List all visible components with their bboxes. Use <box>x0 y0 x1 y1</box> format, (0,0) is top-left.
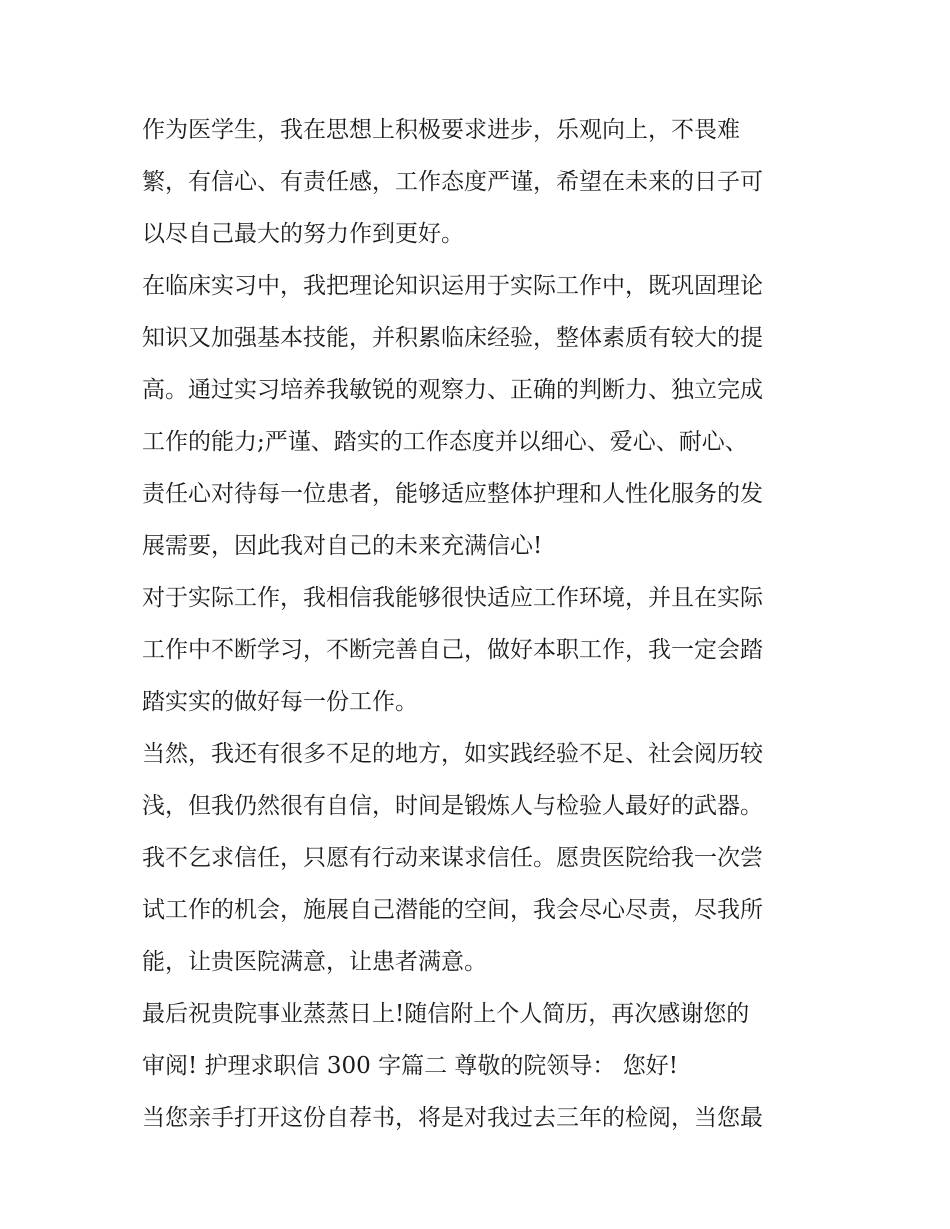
paragraph <box>142 104 822 260</box>
text-line: 审阅! 护理求职信 300 字篇二 尊敬的院领导： 您好! <box>142 1053 678 1079</box>
text-line: 展需要，因此我对自己的未来充满信心! <box>142 533 543 559</box>
text-line: 能，让贵医院满意，让患者满意。 <box>142 949 487 975</box>
text-line: 当您亲手打开这份自荐书，将是对我过去三年的检阅，当您最 <box>142 1105 763 1131</box>
text-line: 知识又加强基本技能，并积累临床经验，整体素质有较大的提 <box>142 325 763 351</box>
text-line: 以尽自己最大的努力作到更好。 <box>142 221 464 247</box>
paragraph <box>142 988 822 1092</box>
paragraph <box>142 728 822 988</box>
text-line: 最后祝贵院事业蒸蒸日上!随信附上个人简历，再次感谢您的 <box>142 1001 750 1027</box>
text-line: 工作的能力;严谨、踏实的工作态度并以细心、爱心、耐心、 <box>142 429 748 455</box>
text-line: 对于实际工作，我相信我能够很快适应工作环境，并且在实际 <box>142 585 763 611</box>
text-line: 当然，我还有很多不足的地方，如实践经验不足、社会阅历较 <box>142 741 763 767</box>
paragraph <box>142 260 822 572</box>
document-body <box>142 104 822 1144</box>
text-line: 繁，有信心、有责任感，工作态度严谨，希望在未来的日子可 <box>142 169 763 195</box>
text-line: 试工作的机会，施展自己潜能的空间，我会尽心尽责，尽我所 <box>142 897 763 923</box>
text-line: 责任心对待每一位患者，能够适应整体护理和人性化服务的发 <box>142 481 763 507</box>
text-line: 工作中不断学习，不断完善自己，做好本职工作，我一定会踏 <box>142 637 763 663</box>
text-line: 浅，但我仍然很有自信，时间是锻炼人与检验人最好的武器。 <box>142 793 763 819</box>
text-line: 我不乞求信任，只愿有行动来谋求信任。愿贵医院给我一次尝 <box>142 845 763 871</box>
text-line: 高。通过实习培养我敏锐的观察力、正确的判断力、独立完成 <box>142 377 763 403</box>
text-line: 作为医学生，我在思想上积极要求进步，乐观向上，不畏难 <box>142 117 740 143</box>
text-line: 在临床实习中，我把理论知识运用于实际工作中，既巩固理论 <box>142 273 763 299</box>
text-line: 踏实实的做好每一份工作。 <box>142 689 418 715</box>
paragraph <box>142 1092 822 1144</box>
paragraph <box>142 572 822 728</box>
